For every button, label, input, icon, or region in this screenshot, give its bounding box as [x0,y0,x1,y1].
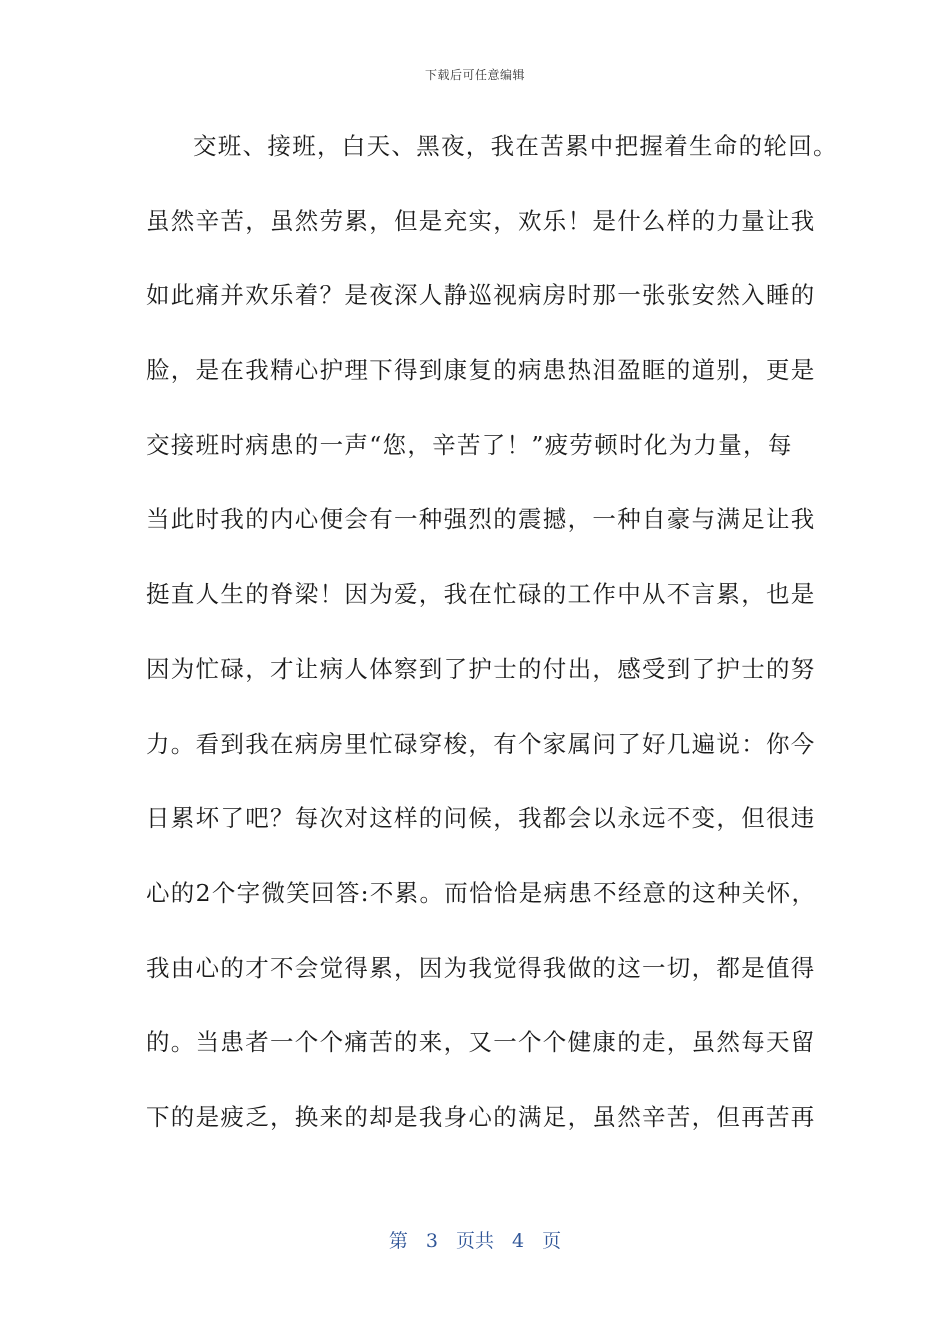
paragraph-line: 交接班时病患的一声“您，辛苦了！”疲劳顿时化为力量，每 [146,430,793,459]
page-number-footer: 第 3 页共 4 页 [388,1230,562,1252]
paragraph-line: 虽然辛苦，虽然劳累，但是充实，欢乐！是什么样的力量让我 [146,206,816,235]
paragraph-line: 力。看到我在病房里忙碌穿梭，有个家属问了好几遍说：你今 [146,729,816,758]
body-text [146,126,838,1172]
paragraph-line: 脸，是在我精心护理下得到康复的病患热泪盈眶的道别，更是 [146,356,816,385]
paragraph-line: 因为忙碌，才让病人体察到了护士的付出，感受到了护士的努 [146,654,816,683]
paragraph-line: 我由心的才不会觉得累，因为我觉得我做的这一切，都是值得 [146,953,816,982]
paragraph-line: 当此时我的内心便会有一种强烈的震撼，一种自豪与满足让我 [146,505,816,534]
paragraph-line: 日累坏了吧？每次对这样的问候，我都会以永远不变，但很违 [146,804,816,833]
paragraph-line: 心的2个字微笑回答:不累。而恰恰是病患不经意的这种关怀， [146,878,817,907]
paragraph-line: 如此痛并欢乐着？是夜深人静巡视病房时那一张张安然入睡的 [146,281,816,310]
page-header: 下载后可任意编辑 [424,68,525,82]
paragraph-line: 的。当患者一个个痛苦的来，又一个个健康的走，虽然每天留 [146,1028,816,1057]
paragraph-line: 下的是疲乏，换来的却是我身心的满足，虽然辛苦，但再苦再 [146,1102,816,1131]
paragraph-line: 挺直人生的脊梁！因为爱，我在忙碌的工作中从不言累，也是 [146,580,816,609]
paragraph-line: 交班、接班，白天、黑夜，我在苦累中把握着生命的轮回。 [193,132,838,160]
